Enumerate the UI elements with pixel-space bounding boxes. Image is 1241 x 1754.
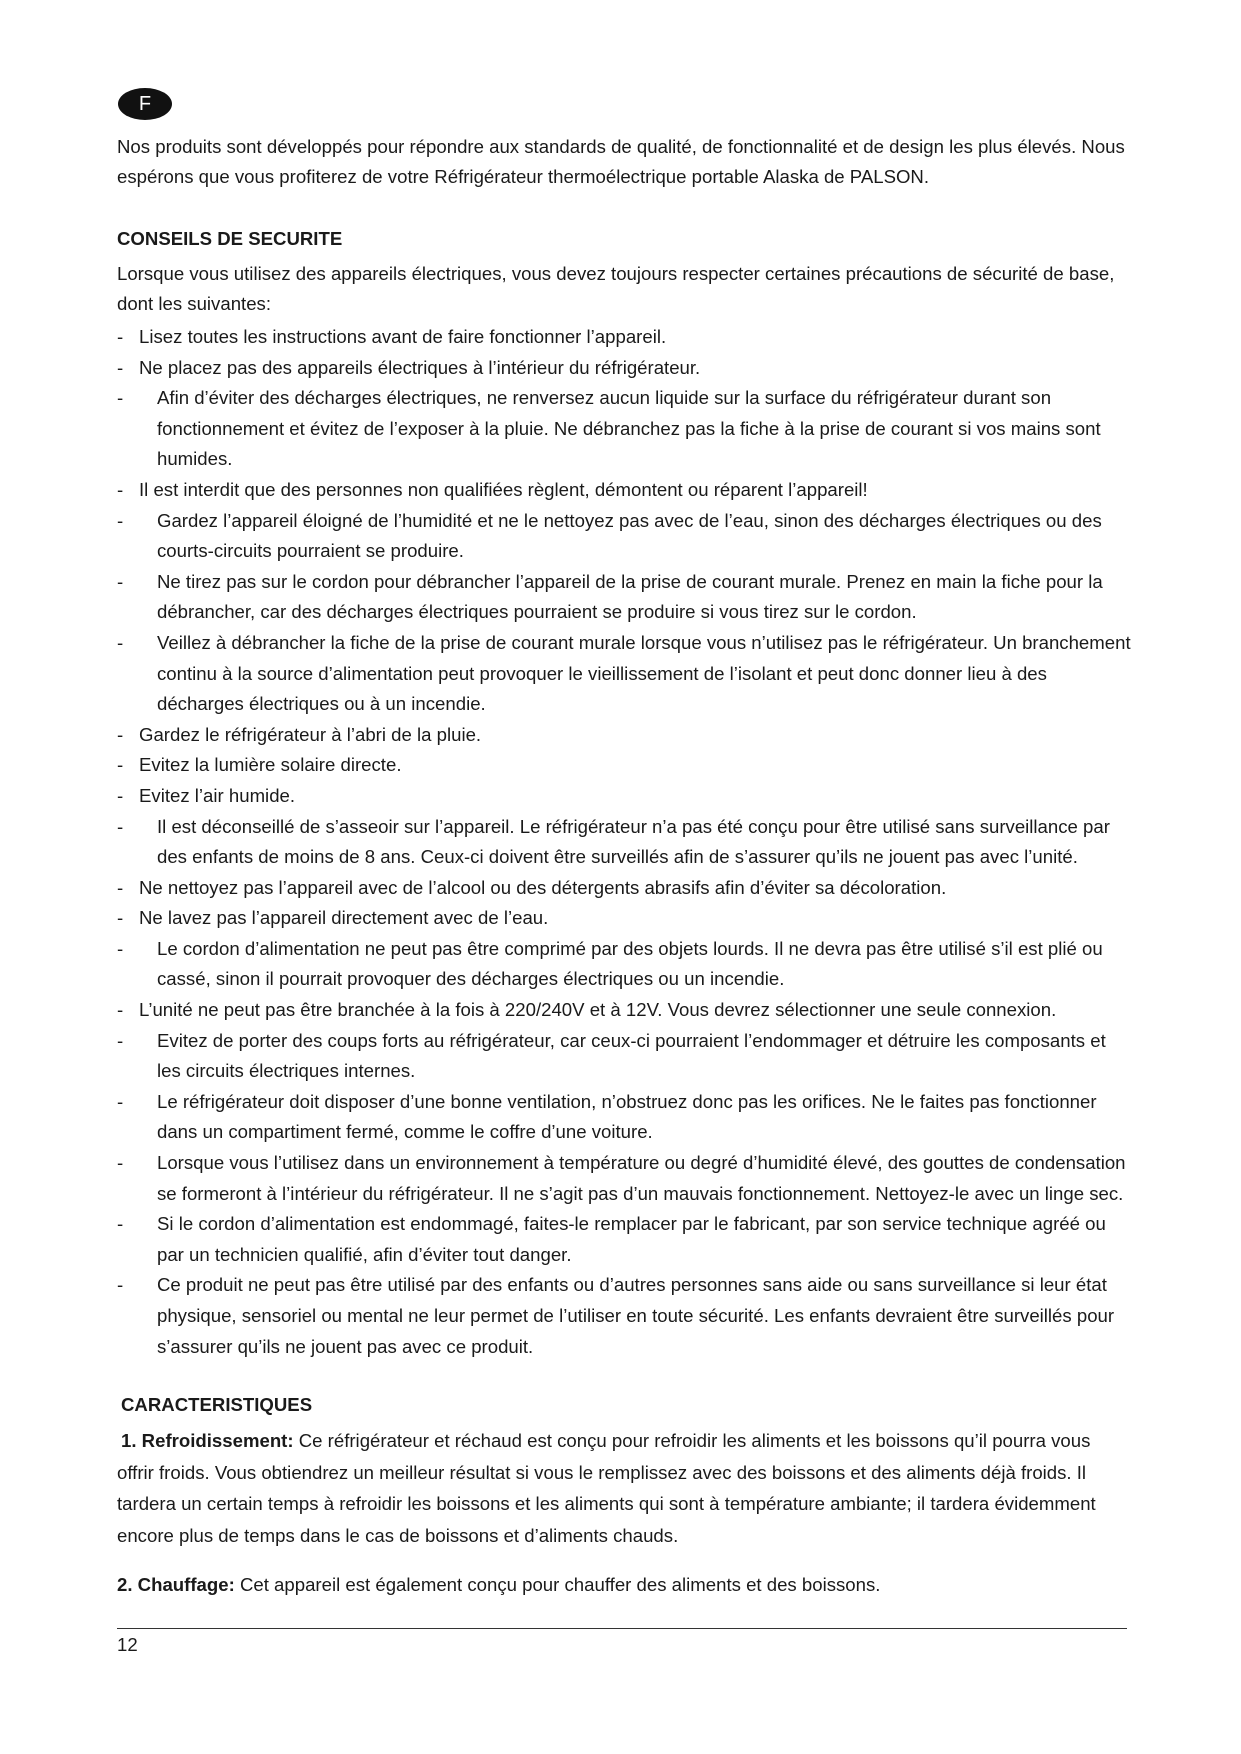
list-item: - Ne lavez pas l’appareil directement avec de l’eau. bbox=[117, 903, 1132, 934]
list-item: - Veillez à débrancher la fiche de la prise de courant murale lorsque vous n’utilisez pas le réfrigérateur. Un branchement continu à la source d’alimentation peut provoquer le vieillissement de l’isolant et peut donc donner lieu à des décharges électriques ou à un incendie. bbox=[117, 628, 1132, 720]
list-item: - L’unité ne peut pas être branchée à la fois à 220/240V et à 12V. Vous devrez sélectionner une seule connexion. bbox=[117, 995, 1132, 1026]
list-item: - Gardez l’appareil éloigné de l’humidité et ne le nettoyez pas avec de l’eau, sinon des décharges électriques ou des courts-circuits pourraient se produire. bbox=[117, 506, 1132, 567]
list-item: - Ne placez pas des appareils électriques à l’intérieur du réfrigérateur. bbox=[117, 353, 1132, 384]
list-item: - Afin d’éviter des décharges électriques, ne renversez aucun liquide sur la surface du réfrigérateur durant son fonctionnement et évitez de l’exposer à la pluie. Ne débranchez pas la fiche à la prise de courant si vos mains sont humides. bbox=[117, 383, 1132, 475]
safety-lead-paragraph: Lorsque vous utilisez des appareils électriques, vous devez toujours respecter certaines précautions de sécurité de base, dont les suivantes: bbox=[117, 263, 1115, 314]
list-item: - Ce produit ne peut pas être utilisé par des enfants ou d’autres personnes sans aide ou sans surveillance si leur état physique, sensoriel ou mental ne leur permet de l’utiliser en toute sécurité. Les enfants devraient être surveillés pour s’assurer qu’ils ne jouent pas avec ce produit. bbox=[117, 1270, 1132, 1362]
intro-paragraph: Nos produits sont développés pour répondre aux standards de qualité, de fonctionnalité et de design les plus élevés. Nous espérons que vous profiterez de votre Réfrigérateur thermoélectrique portable Alaska de PALSON. bbox=[117, 136, 1125, 187]
list-item: - Evitez de porter des coups forts au réfrigérateur, car ceux-ci pourraient l’endommager et détruire les composants et les circuits électriques internes. bbox=[117, 1026, 1132, 1087]
list-item: - Evitez la lumière solaire directe. bbox=[117, 750, 1132, 781]
list-item: - Ne nettoyez pas l’appareil avec de l’alcool ou des détergents abrasifs afin d’éviter sa décoloration. bbox=[117, 873, 1132, 904]
list-item: - Lorsque vous l’utilisez dans un environnement à température ou degré d’humidité élevé, des gouttes de condensation se formeront à l’intérieur du réfrigérateur. Il ne s’agit pas d’un mauvais fonctionnement. Nettoyez-le avec un linge sec. bbox=[117, 1148, 1132, 1209]
feature-cooling-text: Ce réfrigérateur et réchaud est conçu pour refroidir les aliments et les boissons qu’il pourra vous offrir froids. Vous obtiendrez un meilleur résultat si vous le remplissez avec des boissons et des aliments déjà froids. Il tardera un certain temps à refroidir les boissons et les aliments qui sont à température ambiante; il tardera évidemment encore plus de temps dans le cas de boissons et d’aliments chauds. bbox=[117, 1430, 1096, 1546]
features-heading: CARACTERISTIQUES bbox=[121, 1394, 313, 1415]
list-item: - Le cordon d’alimentation ne peut pas être comprimé par des objets lourds. Il ne devra pas être utilisé s’il est plié ou cassé, sinon il pourrait provoquer des décharges électriques ou un incendie. bbox=[117, 934, 1132, 995]
feature-cooling bbox=[117, 1425, 1132, 1551]
page-number: 12 bbox=[117, 1634, 138, 1655]
list-item: - Evitez l’air humide. bbox=[117, 781, 1132, 812]
language-badge: F bbox=[118, 88, 172, 120]
list-item: - Le réfrigérateur doit disposer d’une bonne ventilation, n’obstruez donc pas les orifices. Ne le faites pas fonctionner dans un compartiment fermé, comme le coffre d’une voiture. bbox=[117, 1087, 1132, 1148]
footer-divider bbox=[117, 1628, 1127, 1629]
feature-heating-label: 2. Chauffage: bbox=[117, 1574, 235, 1595]
feature-cooling-label: 1. Refroidissement: bbox=[121, 1430, 294, 1451]
list-item: - Il est déconseillé de s’asseoir sur l’appareil. Le réfrigérateur n’a pas été conçu pour être utilisé sans surveillance par des enfants de moins de 8 ans. Ceux-ci doivent être surveillés afin de s’assurer qu’ils ne jouent pas avec l’unité. bbox=[117, 812, 1132, 873]
feature-heating bbox=[117, 1570, 1132, 1600]
list-item: - Gardez le réfrigérateur à l’abri de la pluie. bbox=[117, 720, 1132, 751]
safety-heading: CONSEILS DE SECURITE bbox=[117, 228, 343, 249]
list-item: - Lisez toutes les instructions avant de faire fonctionner l’appareil. bbox=[117, 322, 1132, 353]
list-item: - Ne tirez pas sur le cordon pour débrancher l’appareil de la prise de courant murale. Prenez en main la fiche pour la débrancher, car des décharges électriques pourraient se produire si vous tirez sur le cordon. bbox=[117, 567, 1132, 628]
list-item: - Si le cordon d’alimentation est endommagé, faites-le remplacer par le fabricant, par son service technique agréé ou par un technicien qualifié, afin d’éviter tout danger. bbox=[117, 1209, 1132, 1270]
list-item: - Il est interdit que des personnes non qualifiées règlent, démontent ou réparent l’appareil! bbox=[117, 475, 1132, 506]
feature-heating-text: Cet appareil est également conçu pour chauffer des aliments et des boissons. bbox=[239, 1574, 881, 1595]
safety-rules-list bbox=[117, 322, 1132, 1362]
